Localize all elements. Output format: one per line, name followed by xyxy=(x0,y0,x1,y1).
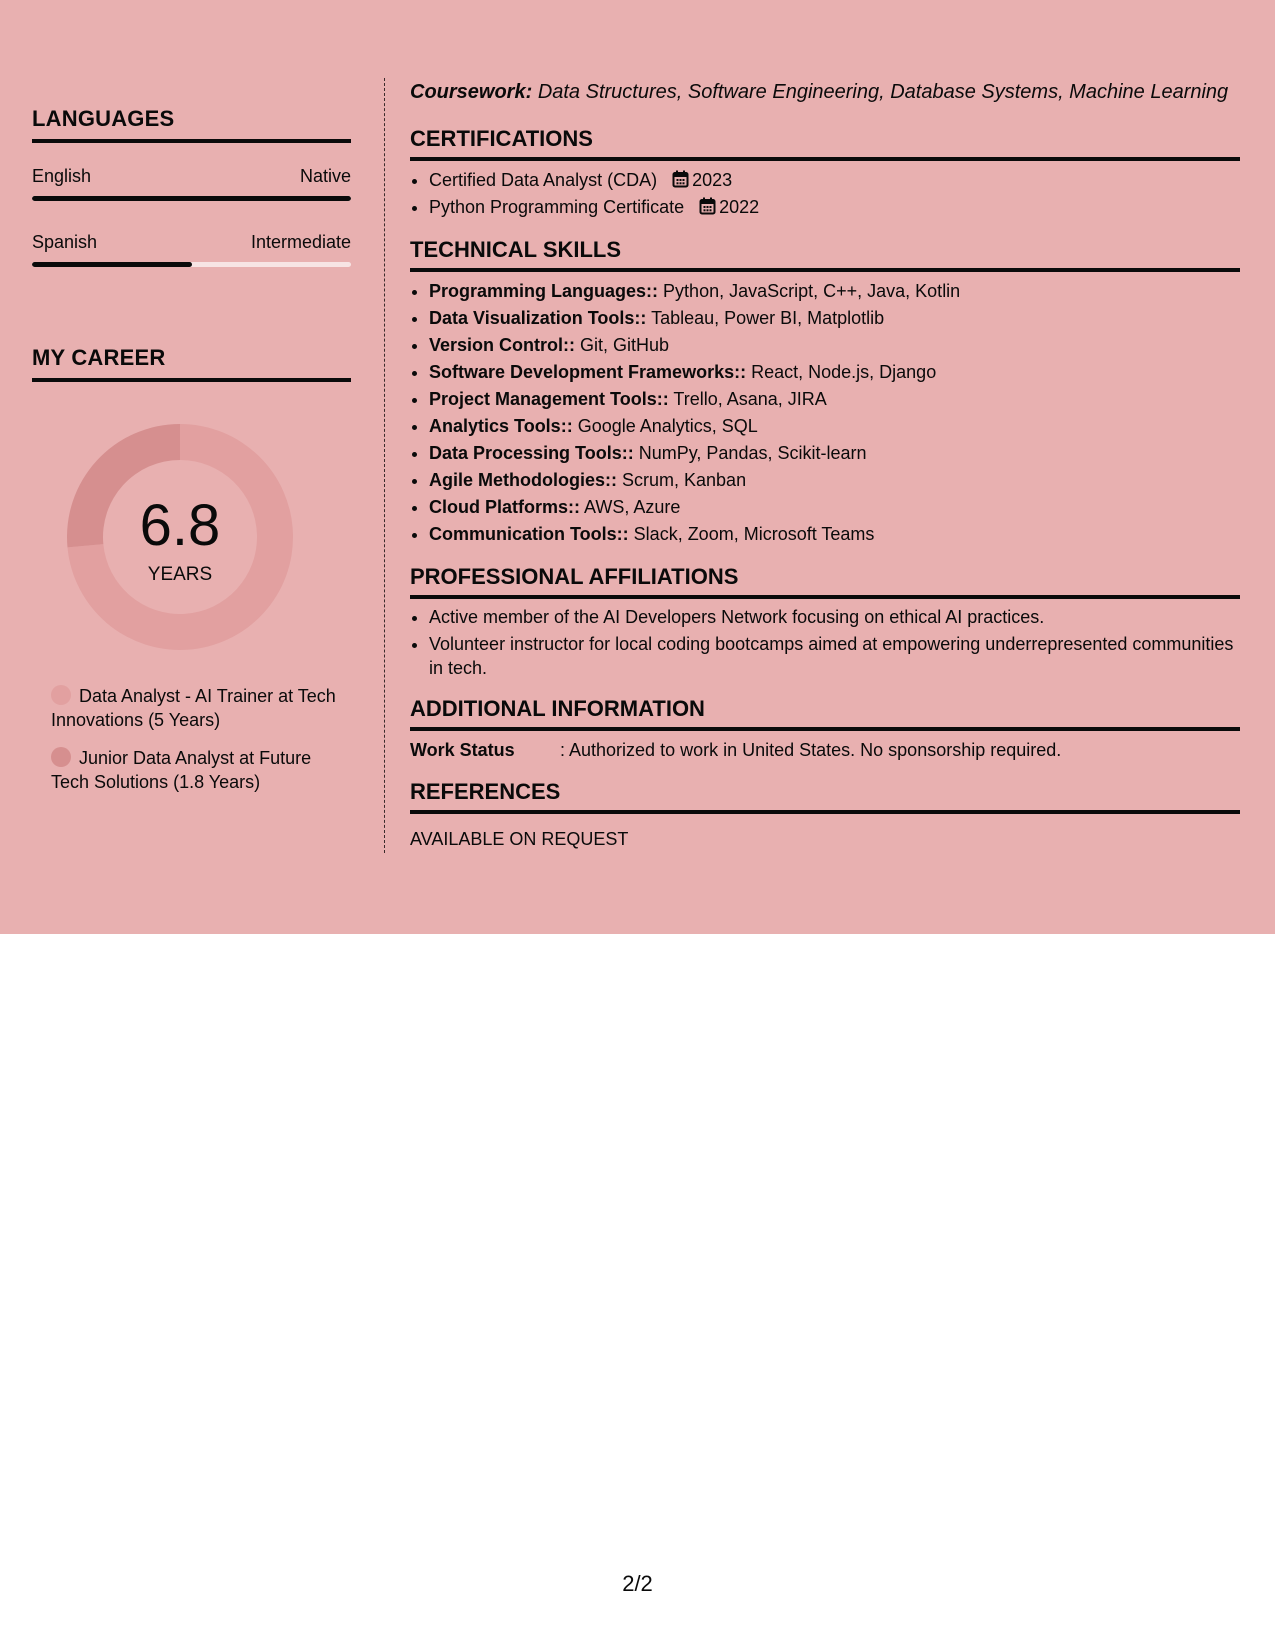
skill-label: Version Control:: xyxy=(429,335,576,355)
affiliations-title: PROFESSIONAL AFFILIATIONS xyxy=(410,564,1240,599)
career-legend-item xyxy=(51,746,336,794)
skill-label: Communication Tools:: xyxy=(429,524,629,544)
career-total-unit: YEARS xyxy=(147,564,213,585)
affiliation-item: • Active member of the AI Developers Network focusing on ethical AI practices. xyxy=(429,605,1240,629)
certification-name: Certified Data Analyst (CDA) xyxy=(429,170,658,190)
career-legend-label: Junior Data Analyst at Future Tech Solutions (1.8 Years) xyxy=(51,748,312,792)
language-name: Spanish xyxy=(32,232,98,252)
work-status-label: Work Status xyxy=(410,740,515,760)
skill-label: Cloud Platforms:: xyxy=(429,497,580,517)
skill-item xyxy=(429,521,1240,548)
language-item xyxy=(32,165,351,201)
skill-value: Tableau, Power BI, Matplotlib xyxy=(651,308,885,328)
skill-item xyxy=(429,494,1240,521)
skill-item xyxy=(429,359,1240,386)
language-proficiency-fill xyxy=(32,196,351,201)
certification-name: Python Programming Certificate xyxy=(429,197,685,217)
language-level: Native xyxy=(299,166,351,186)
language-name: English xyxy=(32,166,92,186)
skill-value: Trello, Asana, JIRA xyxy=(673,389,827,409)
left-column xyxy=(32,106,351,808)
career-legend-item xyxy=(51,684,336,732)
skill-item xyxy=(429,467,1240,494)
career-donut-chart xyxy=(67,424,293,650)
skill-item xyxy=(429,278,1240,305)
career-total-years: 6.8 xyxy=(139,493,221,558)
skill-item xyxy=(429,305,1240,332)
right-column xyxy=(410,80,1240,852)
certification-year: 2022 xyxy=(719,197,760,217)
coursework-line xyxy=(410,80,1240,104)
certifications-list xyxy=(410,167,1240,221)
page-number: 2/2 xyxy=(622,1571,653,1596)
skill-value: Slack, Zoom, Microsoft Teams xyxy=(633,524,875,544)
additional-info-title: ADDITIONAL INFORMATION xyxy=(410,696,1240,731)
skill-label: Agile Methodologies:: xyxy=(429,470,617,490)
skill-label: Programming Languages:: xyxy=(429,281,659,301)
references-text: AVAILABLE ON REQUEST xyxy=(410,829,629,849)
language-proficiency-bar xyxy=(32,262,351,267)
skill-value: React, Node.js, Django xyxy=(751,362,937,382)
references-title: REFERENCES xyxy=(410,779,1240,814)
career-legend-label: Data Analyst - AI Trainer at Tech Innovations (5 Years) xyxy=(51,686,336,730)
skill-item xyxy=(429,413,1240,440)
skill-value: Python, JavaScript, C++, Java, Kotlin xyxy=(663,281,961,301)
column-divider xyxy=(384,78,385,853)
language-proficiency-bar xyxy=(32,196,351,201)
skill-item xyxy=(429,440,1240,467)
skill-label: Data Processing Tools:: xyxy=(429,443,634,463)
skill-value: AWS, Azure xyxy=(584,497,681,517)
skill-label: Project Management Tools:: xyxy=(429,389,669,409)
legend-dot-icon xyxy=(51,747,71,767)
language-level: Intermediate xyxy=(250,232,351,252)
skill-value: NumPy, Pandas, Scikit-learn xyxy=(638,443,867,463)
technical-skills-list xyxy=(410,278,1240,548)
career-title: MY CAREER xyxy=(32,345,351,382)
skill-item xyxy=(429,386,1240,413)
certification-year: 2023 xyxy=(692,170,733,190)
calendar-icon xyxy=(699,197,716,215)
technical-skills-title: TECHNICAL SKILLS xyxy=(410,237,1240,272)
skill-label: Analytics Tools:: xyxy=(429,416,573,436)
certifications-title: CERTIFICATIONS xyxy=(410,126,1240,161)
work-status-row xyxy=(410,737,1240,763)
skill-value: Scrum, Kanban xyxy=(622,470,747,490)
coursework-text: Data Structures, Software Engineering, Database Systems, Machine Learning xyxy=(537,81,1229,103)
skill-item xyxy=(429,332,1240,359)
skill-label: Data Visualization Tools:: xyxy=(429,308,647,328)
certification-item xyxy=(429,167,1240,194)
affiliation-item: • Volunteer instructor for local coding bootcamps aimed at empowering underrepresented communities in tech. xyxy=(429,632,1240,680)
affiliations-list xyxy=(410,605,1240,680)
language-proficiency-fill xyxy=(32,262,192,267)
skill-label: Software Development Frameworks:: xyxy=(429,362,747,382)
coursework-label: Coursework: xyxy=(410,81,533,103)
career-legend xyxy=(51,684,336,794)
work-status-value: : Authorized to work in United States. No sponsorship required. xyxy=(560,740,1062,760)
languages-title: LANGUAGES xyxy=(32,106,351,143)
certification-item xyxy=(429,194,1240,221)
language-item xyxy=(32,231,351,267)
legend-dot-icon xyxy=(51,685,71,705)
skill-value: Google Analytics, SQL xyxy=(577,416,758,436)
skill-value: Git, GitHub xyxy=(580,335,670,355)
calendar-icon xyxy=(672,170,689,188)
